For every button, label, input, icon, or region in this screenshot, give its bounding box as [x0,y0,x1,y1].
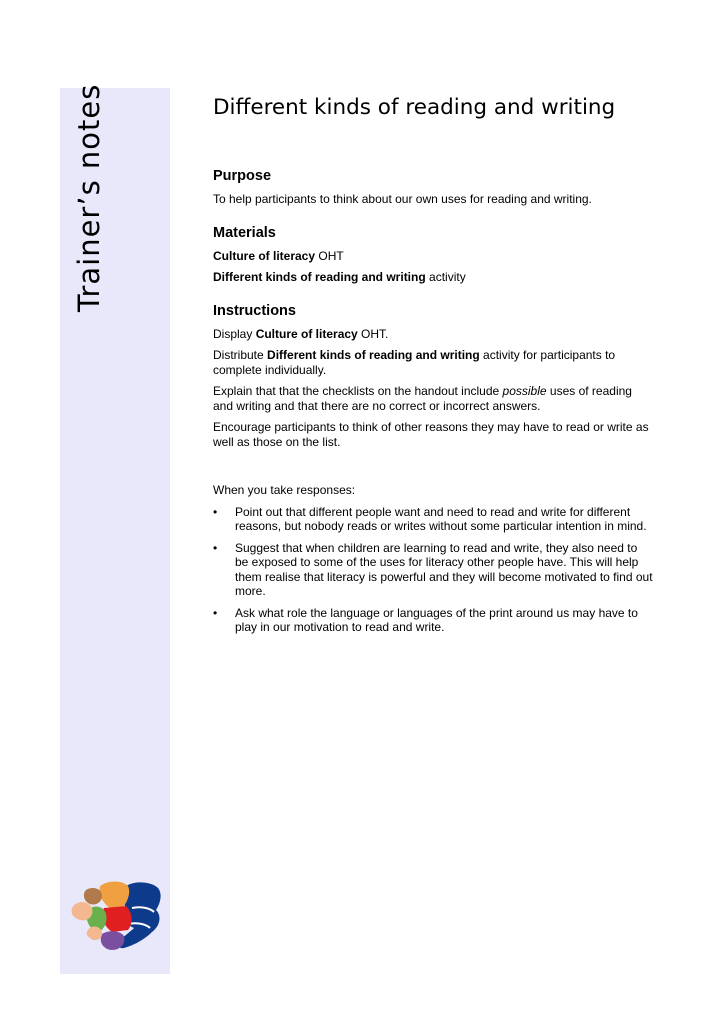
bullet-icon: • [213,540,218,555]
bullet-icon: • [213,504,218,519]
main-content [213,95,653,642]
instruction-encourage: Encourage participants to think of other reasons they may have to read or write as well as those on the list. [213,420,649,449]
logo-tan-hand [84,888,102,905]
logo-red-hand [102,906,131,932]
purpose-heading: Purpose [213,168,272,184]
list-item: • Suggest that when children are learning to read and write, they also need to be exposed to some of the uses for literacy other people have. This will help them realise that literacy is powerful and they will become motivated to find out more. [213,540,653,598]
instructions-heading: Instructions [213,302,296,319]
purpose-section [213,168,653,207]
materials-section [213,225,653,285]
purpose-text: To help participants to think about our own uses for reading and writing. [213,192,592,206]
materials-heading: Materials [213,224,276,241]
instruction-explain: Explain that that the checklists on the handout include possible uses of reading and writing and that there are no correct or incorrect answers. [213,384,632,413]
bullet-icon: • [213,605,218,620]
responses-list [213,505,653,635]
materials-item: Different kinds of reading and writing activity [213,270,466,284]
instructions-section [213,303,653,635]
responses-intro: When you take responses: [213,483,356,497]
logo-small-peach [87,927,102,941]
list-item: • Point out that different people want and need to read and write for different reasons, but nobody reads or writes without some particular intention in mind. [213,504,647,533]
materials-item: Culture of literacy OHT [213,248,344,263]
instruction-distribute: Distribute Different kinds of reading and writing activity for participants to complete individually. [213,348,616,377]
page-title: Different kinds of reading and writing [213,95,616,120]
logo-peach-hand [71,902,92,920]
instruction-display: Display Culture of literacy OHT. [213,326,389,341]
hands-logo-icon [68,878,168,952]
list-item: • Ask what role the language or languages of the print around us may have to play in our motivation to read and write. [213,605,638,634]
logo-orange-hand [100,882,130,909]
sidebar-title: Trainer’s notes [72,83,106,312]
